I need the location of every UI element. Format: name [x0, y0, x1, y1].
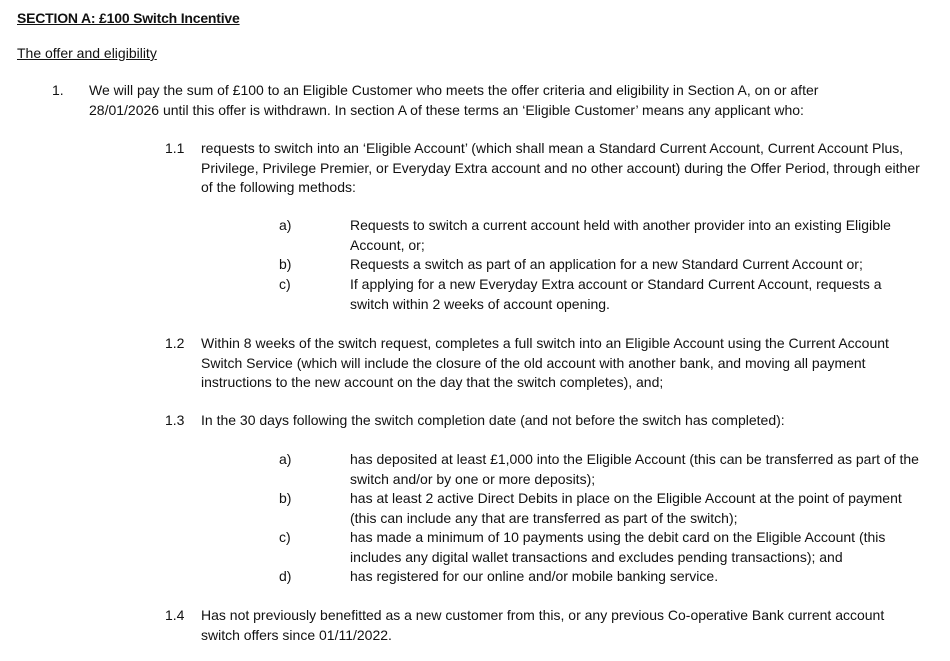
clause-1-1-item-c-text: If applying for a new Everyday Extra account or Standard Current Account, requests a switch within 2 weeks of account opening. [350, 276, 882, 312]
section-subtitle: The offer and eligibility [17, 45, 157, 61]
section-title: SECTION A: £100 Switch Incentive [17, 10, 240, 26]
clause-1-1-item-b-letter: b) [279, 256, 292, 272]
clause-1-3-item-c-letter: c) [279, 529, 291, 545]
clause-1-3-item-a-letter: a) [279, 451, 292, 467]
clause-1-1-item-a-letter: a) [279, 217, 292, 233]
clause-1-1-item-a-text: Requests to switch a current account held with another provider into an existing Eligible Account, or; [350, 217, 891, 253]
clause-1-4-number: 1.4 [165, 607, 185, 623]
clause-1-3-text: In the 30 days following the switch completion date (and not before the switch has completed): [201, 412, 785, 428]
clause-1-3-item-b-letter: b) [279, 490, 292, 506]
clause-1-3-number: 1.3 [165, 412, 185, 428]
clause-1-3-item-a-text: has deposited at least £1,000 into the Eligible Account (this can be transferred as part of the switch and/or by one or more deposits); [350, 451, 919, 487]
clause-1-number: 1. [52, 82, 64, 98]
clause-1-1-item-c-letter: c) [279, 276, 291, 292]
clause-1-2-number: 1.2 [165, 335, 185, 351]
clause-1-2-text: Within 8 weeks of the switch request, completes a full switch into an Eligible Account using the Current Account Switch Service (which will include the closure of the old account with another bank, and moving all payment instructions to the new account on the day that the switch completes), and; [201, 335, 889, 390]
clause-1-1-number: 1.1 [165, 140, 185, 156]
clause-1-3-item-c-text: has made a minimum of 10 payments using the debit card on the Eligible Account (this includes any digital wallet transactions and excludes pending transactions); and [350, 529, 886, 565]
clause-1-3-item-b-text: has at least 2 active Direct Debits in place on the Eligible Account at the point of payment (this can include any that are transferred as part of the switch); [350, 490, 902, 526]
clause-1-1-item-b-text: Requests a switch as part of an application for a new Standard Current Account or; [350, 256, 863, 272]
clause-1-3-item-d-text: has registered for our online and/or mobile banking service. [350, 568, 719, 584]
clause-1-1-text: requests to switch into an ‘Eligible Account’ (which shall mean a Standard Current Account, Current Account Plus, Privilege, Privilege Premier, or Everyday Extra account and no other account) during the Offer Period, through either of the following methods: [201, 140, 920, 195]
clause-1-text: We will pay the sum of £100 to an Eligible Customer who meets the offer criteria and eligibility in Section A, on or after 28/01/2026 until this offer is withdrawn. In section A of these terms an ‘Eligible Customer’ means any applicant who: [89, 82, 819, 118]
clause-1-4-text: Has not previously benefitted as a new customer from this, or any previous Co-operative Bank current account switch offers since 01/11/2022. [201, 607, 885, 643]
clause-1-3-item-d-letter: d) [279, 568, 292, 584]
